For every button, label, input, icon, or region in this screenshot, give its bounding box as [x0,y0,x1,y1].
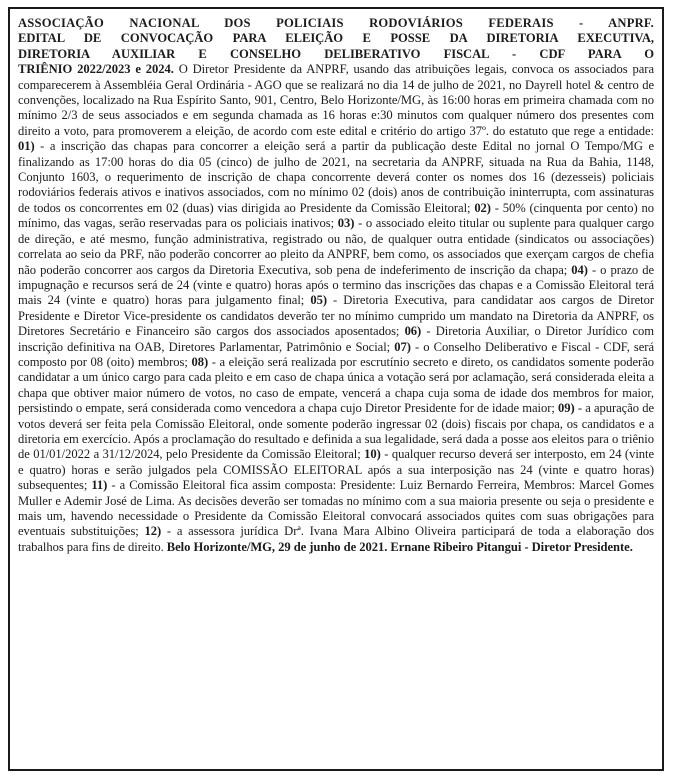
notice-title-line-4: TRIÊNIO 2022/2023 e 2024. [18,62,174,77]
item-number: 09) [558,401,575,416]
item-number: 11) [91,478,108,493]
item-number: 06) [404,324,422,339]
notice-body [18,16,654,555]
item-number: 03) [337,216,355,231]
notice-closing-signature: Belo Horizonte/MG, 29 de junho de 2021. Ernane Ribeiro Pitangui - Diretor Presidente. [166,539,633,554]
item-text: - a Comissão Eleitoral fica assim composta: Presidente: Luiz Bernardo Ferreira, Membros: Marcel Gomes Muller e Ademir José de Lima. As decisões deverão ser tomadas no mínimo com a sua maioria presente ou seja o presidente e mais um, havendo necessidade o Presidente da Comissão Eleitoral convocará associados quites com suas obrigações para eventuais substituições; [18,478,654,539]
item-text: - a inscrição das chapas para concorrer a eleição será a partir da publicação deste Edital no jornal O Tempo/MG e finalizando as 17:00 horas do dia 05 (cinco) de julho de 2021, na secretaria da ANPRF, situada na Rua da Bahia, 1148, Conjunto 1603, o requerimento de inscrição de chapa concorrente deverá conter os nomes dos 16 (dezesseis) policiais rodoviários federais ativos e inativos associados, com no mínimo 02 (dois) anos de contribuição ininterrupta, com assinaturas de todos os concorrentes em 02 (duas) vias dirigida ao Presidente da Comissão Eleitoral; [18,139,654,215]
item-number: 12) [144,524,162,539]
item-text: - o prazo de impugnação e recursos será de 24 (vinte e quatro) horas após o termino das inscrições das chapas e a Comissão Eleitoral terá mais 24 (vinte e quatro) horas para julgamento final; [18,262,654,308]
item-text: - a assessora jurídica Drª. Ivana Mara Albino Oliveira participará de toda a elaboração dos trabalhos para fins de direito. [18,524,654,554]
item-text: - o associado eleito titular ou suplente para qualquer cargo de direção, e até mesmo, função administrativa, registrado ou não, de qualquer outra entidade (sindicatos ou associações) correlata ao seio da PRF, não poderão concorrer ao pleito da ANPRF, bem como, os associados que exerçam cargos de chefia não poderão concorrer aos cargos da Diretoria Executiva, sob pena de indeferimento de inscrição da chapa; [18,216,654,277]
item-number: 05) [310,293,327,308]
item-number: 01) [18,139,35,154]
item-text: - qualquer recurso deverá ser interposto, em 24 (vinte e quatro) horas e serão julgados pela COMISSÃO ELEITORAL após a sua interposição nas 24 (vinte e quatro horas) subsequentes; [18,447,654,493]
notice-title-line-3: DIRETORIA AUXILIAR E CONSELHO DELIBERATIVO FISCAL - CDF PARA O [18,46,654,61]
item-text: - a eleição será realizada por escrutínio secreto e direto, os candidatos somente poderão candidatar a um único cargo para cada pleito e em caso de chapa única a votação será por aclamação, será considerada eleita a chapa que obtiver maior número de votos, no caso de empate, vencerá a chapa cuja soma de idade dos membros for maior, persistindo o empate, será considerada como vencedora a chapa cujo Diretor Presidente for de idade maior; [18,354,654,416]
notice-title-line-1: ASSOCIAÇÃO NACIONAL DOS POLICIAIS RODOVIÁRIOS FEDERAIS - ANPRF. [18,16,654,30]
notice-title-line-2: EDITAL DE CONVOCAÇÃO PARA ELEIÇÃO E POSSE DA DIRETORIA EXECUTIVA, [18,31,654,46]
item-number: 04) [571,262,588,277]
legal-notice-box [8,7,664,771]
item-text: - a apuração de votos deverá ser feita pela Comissão Eleitoral, onde somente poderão ingressar 02 (dois) fiscais por chapa, os candidatos e a diretoria em exercício. Após a proclamação do resultado e definida a sua legalidade, será dada a posse aos eleitos para o triênio de 01/01/2022 a 31/12/2024, pelo Presidente da Comissão Eleitoral; [18,401,654,462]
item-text: - 50% (cinquenta por cento) no mínimo, das vagas, serão reservadas para os policiais inativos; [18,200,654,231]
item-number: 08) [191,354,209,369]
item-number: 02) [474,200,491,215]
item-number: 07) [394,339,411,354]
item-text: - o Conselho Deliberativo e Fiscal - CDF, será composto por 08 (oito) membros; [18,339,654,369]
item-number: 10) [364,447,381,462]
notice-intro: O Diretor Presidente da ANPRF, usando das atribuições legais, convoca os associados para comparecerem à Assembléia Geral Ordinária - AGO que se realizará no dia 14 de julho de 2021, no Dayrell hotel & centro de convenções, localizado na Rua Espírito Santo, 901, Centro, Belo Horizonte/MG, às 16:00 horas em primeira chamada com no mínimo 2/3 de seus associados e em segunda chamada as 16 horas e:30 minutos com qualquer número dos presentes com direito a voto, para promoverem a eleição, de acordo com este edital e critério do artigo 37º. do estatuto que rege a entidade: [18,62,654,138]
item-text: - Diretoria Executiva, para candidatar aos cargos de Diretor Presidente e Diretor Vice-presidente os candidatos deverão ter no mínimo cumprido um mandato na Diretoria da ANPRF, os Diretores Secretário e Financeiro são cargos dos associados aposentados; [18,293,654,339]
item-text: - Diretoria Auxiliar, o Diretor Jurídico com inscrição definitiva na OAB, Diretores Parlamentar, Patrimônio e Social; [18,324,655,354]
